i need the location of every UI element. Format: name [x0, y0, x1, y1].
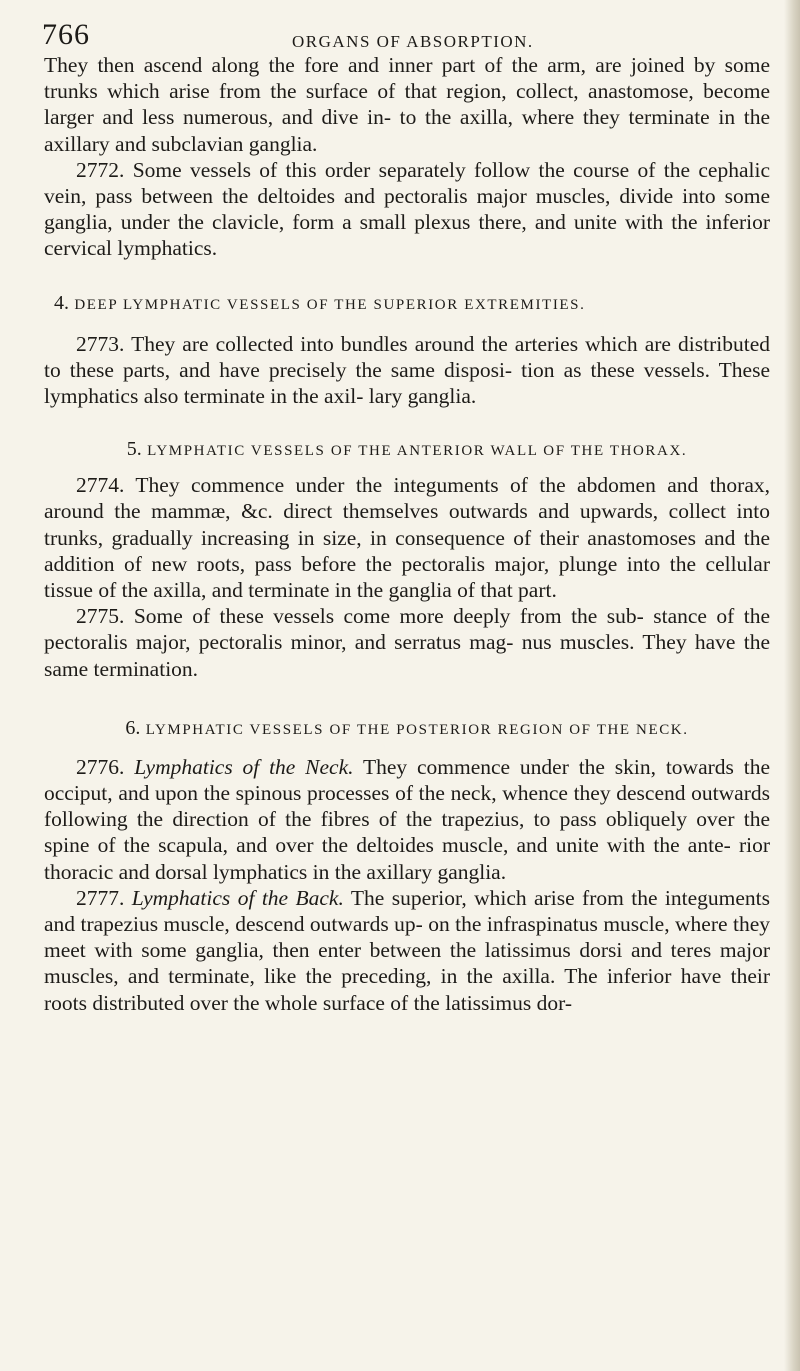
paragraph-text: They are collected into bundles around the arteries which are distributed to these parts, and have precisely the same disposi- tion as these vessels. These lymphatics also terminate in the axil- lary ganglia. — [44, 331, 770, 409]
paragraph-text: They commence under the skin, towards the occiput, and upon the spinous processes of the neck, whence they descend outwards following the direction of the fibres of the trapezius, to pass obliquely over the spine of the scapula, and over the deltoides muscle, and unite with the ante- rior thoracic and dorsal lymphatics in the axillary ganglia. — [44, 754, 770, 884]
section-number: 6. — [125, 716, 141, 739]
paragraph-2775 — [44, 603, 770, 682]
paragraph-text: Some vessels of this order separately follow the course of the cephalic vein, pass between the deltoides and pectoralis major muscles, divide into some ganglia, under the clavicle, form a small plexus there, and unite with the inferior cervical lymphatics. — [44, 157, 771, 261]
paragraph-2772 — [44, 157, 770, 262]
paragraph-number: 2773. — [76, 331, 125, 356]
section-title: DEEP LYMPHATIC VESSELS OF THE SUPERIOR EXTREMITIES. — [74, 296, 586, 313]
paragraph-number: 2772. — [76, 157, 125, 182]
paragraph-text: The superior, which arise from the integuments and trapezius muscle, descend outwards up- on the infraspinatus muscle, where they meet with some ganglia, then enter between the latissimus dorsi and teres major muscles, and terminate, like the preceding, in the axilla. The inferior have their roots distributed over the whole surface of the latissimus dor- — [44, 885, 771, 1015]
section-number: 4. — [54, 291, 69, 314]
paragraph-title: Lymphatics of the Neck. — [134, 754, 354, 779]
paragraph-2773 — [44, 331, 770, 410]
paragraph-title: Lymphatics of the Back. — [131, 885, 344, 910]
paragraph-number: 2776. — [76, 754, 125, 779]
section-title: LYMPHATIC VESSELS OF THE POSTERIOR REGION OF THE NECK. — [145, 721, 689, 738]
paragraph-number: 2777. — [76, 885, 125, 910]
paragraph-number: 2774. — [76, 473, 125, 498]
paragraph-continued: They then ascend along the fore and inner part of the arm, are joined by some trunks which arise from the surface of that region, collect, anastomose, become larger and less numerous, and dive in- to the axilla, where they terminate in the axillary and subclavian ganglia. — [44, 53, 770, 156]
paragraph-2777 — [44, 885, 770, 1016]
paragraph-2776 — [44, 754, 770, 885]
section-heading-4 — [44, 290, 770, 318]
paragraph-text: Some of these vessels come more deeply from the sub- stance of the pectoralis major, pectoralis minor, and serratus mag- nus muscles. They have the same termination. — [44, 604, 770, 681]
section-title: LYMPHATIC VESSELS OF THE ANTERIOR WALL OF THE THORAX. — [147, 443, 688, 460]
paragraph-number: 2775. — [76, 604, 125, 629]
paragraph-text: They commence under the integuments of the abdomen and thorax, around the mammæ, &c. direct themselves outwards and upwards, collect into trunks, gradually increasing in size, in consequence of their anastomoses and the addition of new roots, pass before the pectoralis major, plunge into the cellular tissue of the axilla, and terminate in the ganglia of that part. — [44, 473, 770, 603]
page-edge-shadow — [784, 0, 800, 1371]
body-text — [44, 52, 770, 1016]
section-heading-5 — [44, 436, 770, 464]
page-number: 766 — [42, 18, 90, 51]
running-title: ORGANS OF ABSORPTION. — [292, 32, 534, 51]
section-number: 5. — [126, 438, 142, 461]
paragraph-2774 — [44, 472, 770, 603]
section-heading-6 — [44, 715, 770, 743]
